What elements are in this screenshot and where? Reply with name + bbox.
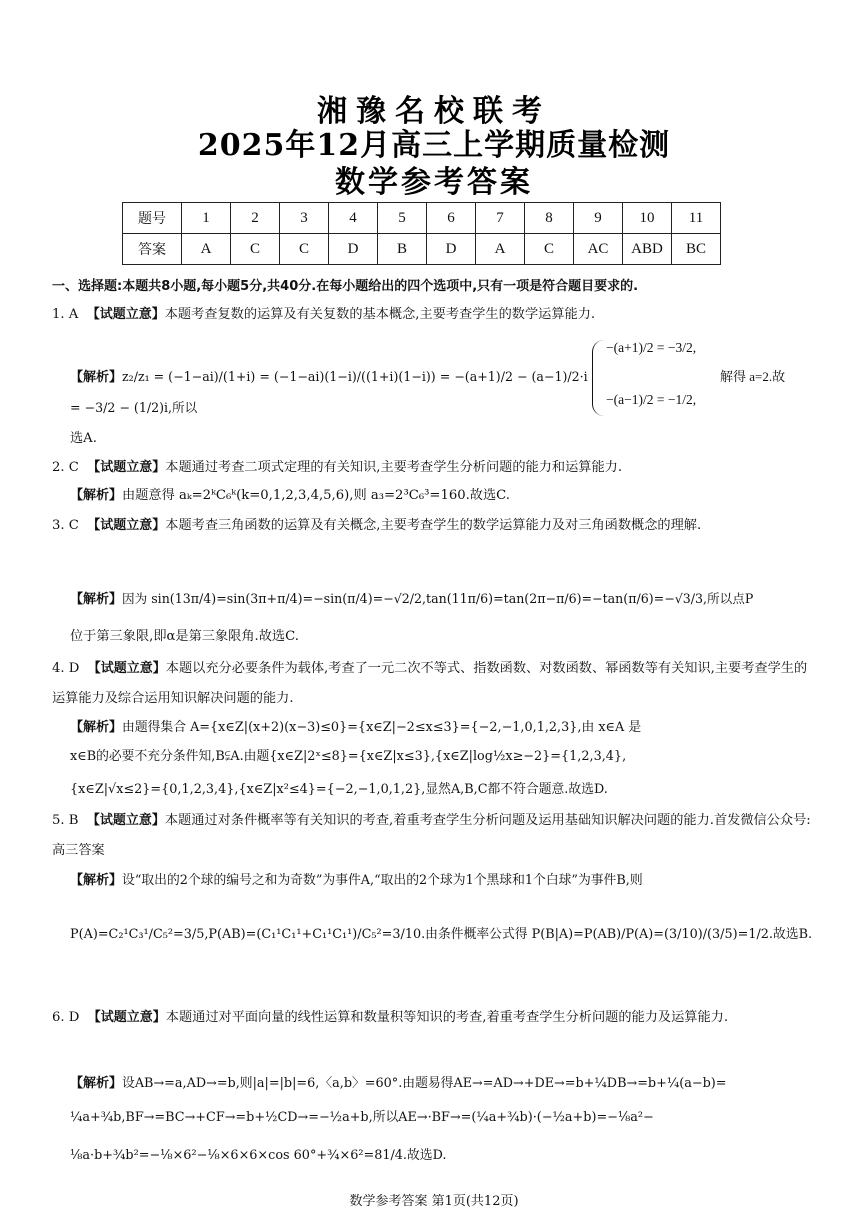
q4-analysis-line3: {x∈Z|√x≤2}={0,1,2,3,4},{x∈Z|x²≤4}={−2,−1,0,1,2},显然A,B,C都不符合题意.故选D. [70, 782, 608, 797]
q4-intent [52, 654, 814, 714]
q1-analysis-text: z₂/z₁ = (−1−ai)/(1+i) = (−1−ai)(1−i)/((1+i)(1−i)) = −(a+1)/2 − (a−1)/2·i = −3/2 − (1/2)i,所以 [70, 369, 588, 415]
q6-intent [52, 1003, 814, 1033]
intent-label: 【试题立意】 [87, 661, 166, 676]
q4-head: 4. D [52, 661, 80, 676]
equation-system-brace [592, 340, 605, 416]
q5-head: 5. B [52, 813, 79, 828]
answer-table [122, 202, 721, 265]
q6-analysis-line2: ¼a+¾b,BF→=BC→+CF→=b+½CD→=−½a+b,所以AE→·BF→=(¼a+¾b)·(−½a+b)=−⅛a²− [70, 1110, 654, 1125]
question-number-cell: 4 [329, 203, 378, 234]
q5-intent [52, 806, 814, 866]
question-number-cell: 10 [623, 203, 672, 234]
answer-cell: C [280, 234, 329, 265]
question-number-cell: 11 [672, 203, 721, 234]
analysis-label: 【解析】 [70, 720, 123, 735]
exam-alliance-title: 湘豫名校联考 [317, 94, 551, 129]
q5-intent-text: 本题通过对条件概率等有关知识的考查,着重考查学生分析问题及运用基础知识解决问题的能力.首发微信公众号:高三答案 [52, 813, 811, 858]
q1-intent-text: 本题考查复数的运算及有关复数的基本概念,主要考查学生的数学运算能力. [164, 307, 596, 322]
q1-head: 1. A [52, 307, 79, 322]
intent-label: 【试题立意】 [86, 813, 165, 828]
q4-intent-text: 本题以充分必要条件为载体,考查了一元二次不等式、指数函数、对数函数、幂函数等有关知识,主要考查学生的运算能力及综合运用知识解决问题的能力. [52, 661, 808, 706]
q3-analysis [70, 584, 814, 615]
q6-analysis-line3: ⅛a·b+¾b²=−⅛×6²−⅛×6×6×cos 60°+¾×6²=81/4.故选D. [70, 1148, 447, 1163]
question-number-cell: 5 [378, 203, 427, 234]
q2-intent-text: 本题通过考查二项式定理的有关知识,主要考查学生分析问题的能力和运算能力. [165, 460, 623, 475]
intent-label: 【试题立意】 [87, 518, 166, 533]
intent-label: 【试题立意】 [87, 460, 166, 475]
q3-intent [52, 511, 814, 541]
number-row-label: 题号 [123, 203, 182, 234]
analysis-label: 【解析】 [70, 488, 123, 503]
answer-cell: AC [574, 234, 623, 265]
q6-head: 6. D [52, 1010, 80, 1025]
q1-conclusion: 选A. [70, 431, 97, 446]
analysis-label: 【解析】 [70, 873, 123, 888]
answer-table-number-row [123, 203, 721, 234]
answer-cell: D [427, 234, 476, 265]
q1-system-eq1: −(a+1)/2 = −3/2, [606, 340, 697, 355]
q6-analysis [70, 1069, 814, 1099]
q2-intent [52, 453, 814, 483]
q6-intent-text: 本题通过对平面向量的线性运算和数量积等知识的考查,着重考查学生分析问题的能力及运算能力. [165, 1010, 729, 1025]
intent-label: 【试题立意】 [87, 1010, 166, 1025]
analysis-label: 【解析】 [70, 370, 123, 385]
answer-cell: B [378, 234, 427, 265]
q2-analysis [70, 481, 814, 511]
answer-key-title: 数学参考答案 [335, 165, 533, 200]
q3-conclusion: 位于第三象限,即α是第三象限角.故选C. [70, 629, 299, 644]
answer-table-answer-row [123, 234, 721, 265]
question-number-cell: 6 [427, 203, 476, 234]
q1-system-eq2: −(a−1)/2 = −1/2, [606, 392, 697, 407]
page-footer: 数学参考答案 第1页(共12页) [349, 1194, 519, 1209]
answer-row-label: 答案 [123, 234, 182, 265]
answer-cell: C [525, 234, 574, 265]
q4-analysis-line1: 由题得集合 A={x∈Z|(x+2)(x−3)≤0}={x∈Z|−2≤x≤3}={−2,−1,0,1,2,3},由 x∈A 是 [122, 720, 642, 735]
q4-analysis [70, 713, 814, 743]
analysis-label: 【解析】 [70, 592, 123, 607]
q3-head: 3. C [52, 518, 79, 533]
q3-analysis-text: 因为 sin(13π/4)=sin(3π+π/4)=−sin(π/4)=−√2/2,tan(11π/6)=tan(2π−π/6)=−tan(π/6)=−√3/3,所以点P [122, 591, 754, 606]
answer-cell: ABD [623, 234, 672, 265]
question-number-cell: 2 [231, 203, 280, 234]
q4-analysis-line2: x∈B的必要不充分条件知,B⫋A.由题{x∈Z|2ˣ≤8}={x∈Z|x≤3},{x∈Z|log½x≥−2}={1,2,3,4}, [70, 749, 627, 764]
question-number-cell: 3 [280, 203, 329, 234]
exam-name-title: 2025年12月高三上学期质量检测 [197, 128, 671, 163]
q1-analysis [70, 362, 590, 423]
q3-intent-text: 本题考查三角函数的运算及有关概念,主要考查学生的数学运算能力及对三角函数概念的理解. [165, 518, 702, 533]
q5-analysis-line1: 设“取出的2个球的编号之和为奇数”为事件A,“取出的2个球为1个黑球和1个白球”为事件B,则 [122, 873, 643, 888]
answer-cell: A [182, 234, 231, 265]
analysis-label: 【解析】 [70, 1076, 123, 1091]
q5-analysis [70, 866, 814, 896]
question-number-cell: 1 [182, 203, 231, 234]
answer-cell: A [476, 234, 525, 265]
question-number-cell: 8 [525, 203, 574, 234]
q1-intent [52, 300, 814, 330]
section-heading: 一、选择题:本题共8小题,每小题5分,共40分.在每小题给出的四个选项中,只有一项是符合题目要求的. [52, 279, 639, 294]
answer-cell: C [231, 234, 280, 265]
q5-analysis-line2: P(A)=C₂¹C₃¹/C₅²=3/5,P(AB)=(C₁¹C₁¹+C₁¹C₁¹)/C₅²=3/10.由条件概率公式得 P(B|A)=P(AB)/P(A)=(3/10)/(3/5)=1/2.故选B. [70, 927, 813, 942]
q6-analysis-line1: 设AB→=a,AD→=b,则|a|=|b|=6,〈a,b〉=60°.由题易得AE→=AD→+DE→=b+¼DB→=b+¼(a−b)= [122, 1076, 727, 1091]
question-number-cell: 9 [574, 203, 623, 234]
q2-head: 2. C [52, 460, 79, 475]
q1-solution: 解得 a=2.故 [720, 369, 786, 384]
intent-label: 【试题立意】 [86, 307, 165, 322]
answer-cell: BC [672, 234, 721, 265]
answer-cell: D [329, 234, 378, 265]
q2-analysis-text: 由题意得 aₖ=2ᵏC₆ᵏ(k=0,1,2,3,4,5,6),则 a₃=2³C₆³=160.故选C. [122, 488, 510, 503]
question-number-cell: 7 [476, 203, 525, 234]
